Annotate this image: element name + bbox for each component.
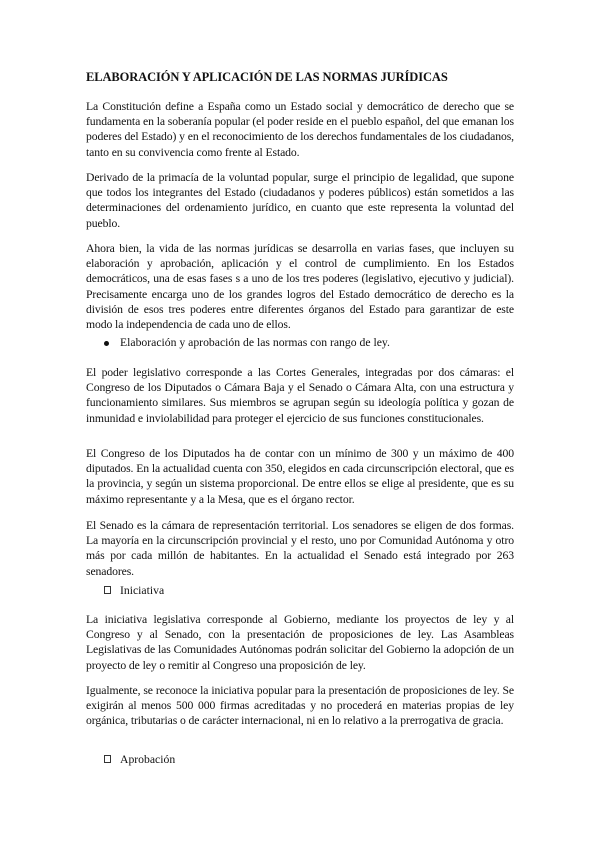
paragraph-fases-normas: Ahora bien, la vida de las normas jurídicas se desarrolla en varias fases, que incluyen su elaboración y aprobación, aplicación y el control de cumplimiento. En los Estados democráticos, una de esas fases s a uno de los tres poderes (legislativo, ejecutivo y judicial). Precisamente encarga uno de los grandes logros del Estado democrático de derecho es la división de esos tres poderes entre diferentes órganos del Estado para garantizar de este modo la independencia de cada uno de ellos. — [86, 242, 514, 332]
bullet-box-icon — [104, 755, 111, 763]
bullet-iniciativa — [104, 583, 514, 598]
paragraph-senado: El Senado es la cámara de representación territorial. Los senadores se eligen de dos formas. La mayoría en la circunscripción provincial y el resto, uno por Comunidad Autónoma y otro más por cada millón de habitantes. En la actualidad el Senado está integrado por 263 senadores. — [86, 519, 514, 578]
document-title: ELABORACIÓN Y APLICACIÓN DE LAS NORMAS JURÍDICAS — [86, 70, 448, 84]
paragraph-estado-social: La Constitución define a España como un Estado social y democrático de derecho que se fundamenta en la soberanía popular (el poder reside en el pueblo español, del que emanan los poderes del Estado) y en el reconocimiento de los derechos fundamentales de los ciudadanos, tanto en su convivencia como frente al Estado. — [86, 100, 514, 159]
paragraph-poder-legislativo: El poder legislativo corresponde a las Cortes Generales, integradas por dos cámaras: el Congreso de los Diputados o Cámara Baja y el Senado o Cámara Alta, con una estructura y funcionamiento similares. Sus miembros se agrupan según su ideología política y gozan de inmunidad e inviolabilidad para proteger el ejercicio de sus funciones constitucionales. — [86, 366, 514, 425]
paragraph-principio-legalidad: Derivado de la primacía de la voluntad popular, surge el principio de legalidad, que supone que todos los integrantes del Estado (ciudadanos y poderes públicos) están sometidos a las determinaciones del ordenamiento jurídico, en cuanto que este representa la voluntad del pueblo. — [86, 171, 514, 230]
bullet-dot-icon — [104, 341, 109, 346]
paragraph-iniciativa-popular: Igualmente, se reconoce la iniciativa popular para la presentación de proposiciones de ley. Se exigirán al menos 500 000 firmas acreditadas y no procederá en materias propias de ley orgánica, tributarias o de carácter internacional, ni en lo relativo a la prerrogativa de gracia. — [86, 684, 514, 728]
bullet-aprobacion — [104, 752, 514, 767]
bullet-box-icon — [104, 586, 111, 594]
bullet-elaboracion — [104, 335, 514, 350]
bullet-aprobacion-label: Aprobación — [120, 753, 176, 766]
paragraph-iniciativa-legislativa: La iniciativa legislativa corresponde al Gobierno, mediante los proyectos de ley y al Congreso y al Senado, con la presentación de proposiciones de ley. Las Asambleas Legislativas de las Comunidades Autónomas podrán solicitar del Gobierno la adopción de un proyecto de ley o remitir al Congreso una proposición de ley. — [86, 613, 514, 672]
bullet-iniciativa-label: Iniciativa — [120, 584, 165, 597]
paragraph-congreso: El Congreso de los Diputados ha de contar con un mínimo de 300 y un máximo de 400 diputados. En la actualidad cuenta con 350, elegidos en cada circunscripción electoral, que es la provincia, y según un sistema proporcional. De entre ellos se elige al presidente, que es su máximo representante y a la Mesa, que es el órgano rector. — [86, 447, 514, 506]
bullet-elaboracion-label: Elaboración y aprobación de las normas con rango de ley. — [120, 336, 390, 349]
